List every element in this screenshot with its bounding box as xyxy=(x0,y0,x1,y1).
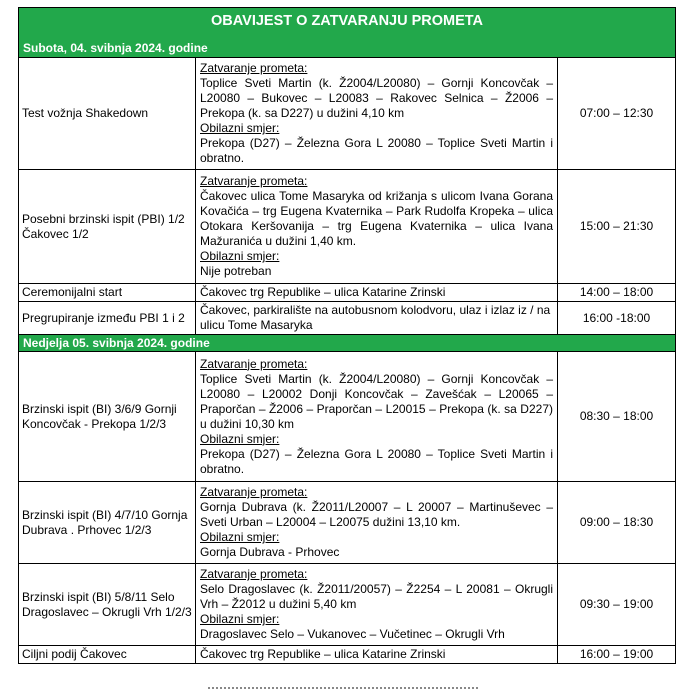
closure-route: Čakovec ulica Tome Masaryka od križanja s ulicom Ivana Gorana Kovačića – trg Eugena Kvaternika – Park Rudolfa Kropeka – ulica Otokara Keršovanija – trg Eugena Kvaternika – ulica Ivana Mažuranića u dužini 1,40 km. xyxy=(200,189,553,248)
event-name: Brzinski ispit (BI) 5/8/11 Selo Dragoslavec – Okrugli Vrh 1/2/3 xyxy=(19,564,196,646)
closure-route: Selo Dragoslavec (k. Ž2011/20057) – Ž2254 – L 20081 – Okrugli Vrh – Ž2012 u dužini 5,40 km xyxy=(200,582,553,611)
closure-route: Toplice Sveti Martin (k. Ž2004/L20080) – Gornji Koncovčak – L20080 – Bukovec – L20083 – Rakovec Selnica – Ž2006 – Prekopa (k. sa D227) u dužini 4,10 km xyxy=(200,76,553,120)
route-description xyxy=(196,302,558,335)
closure-route: Toplice Sveti Martin (k. Ž2004/L20080) – Gornji Koncovčak – L20080 – L20002 Donji Koncovčak – Zavešćak – L20065 – Praporčan – Ž2006 – Praporčan – L20015 – Prekopa (k. sa D227) u dužini 10,30 km xyxy=(200,371,553,431)
route-description xyxy=(196,284,558,302)
time-range: 15:00 – 21:30 xyxy=(558,170,676,284)
closure-label: Zatvaranje prometa: xyxy=(200,485,308,499)
table-row xyxy=(19,58,676,170)
route-description xyxy=(196,482,558,564)
closure-route: Gornja Dubrava (k. Ž2011/L20007 – L 20007 – Martinuševec – Sveti Urban – L20004 – L20075 dužini 13,10 km. xyxy=(200,500,553,529)
table-row xyxy=(19,482,676,564)
closure-label: Zatvaranje prometa: xyxy=(200,567,308,581)
time-range: 07:00 – 12:30 xyxy=(558,58,676,170)
table-row xyxy=(19,352,676,482)
event-name: Posebni brzinski ispit (PBI) 1/2 Čakovec 1/2 xyxy=(19,170,196,284)
route-text: Čakovec trg Republike – ulica Katarine Zrinski xyxy=(200,285,446,299)
dotted-separator xyxy=(208,687,478,689)
detour-route: Gornja Dubrava - Prhovec xyxy=(200,545,340,559)
detour-route: Prekopa (D27) – Železna Gora L 20080 – Toplice Sveti Martin i obratno. xyxy=(200,136,553,165)
time-range: 09:00 – 18:30 xyxy=(558,482,676,564)
closure-label: Zatvaranje prometa: xyxy=(200,356,308,371)
route-description xyxy=(196,58,558,170)
table-row xyxy=(19,170,676,284)
route-description xyxy=(196,564,558,646)
detour-route: Dragoslavec Selo – Vukanovec – Vučetinec – Okrugli Vrh xyxy=(200,627,505,641)
closure-label: Zatvaranje prometa: xyxy=(200,61,308,75)
traffic-closure-table xyxy=(18,7,676,664)
event-name: Ciljni podij Čakovec xyxy=(19,646,196,664)
event-name: Ceremonijalni start xyxy=(19,284,196,302)
table-row xyxy=(19,284,676,302)
table-row xyxy=(19,646,676,664)
time-range: 08:30 – 18:00 xyxy=(558,352,676,482)
table-row xyxy=(19,564,676,646)
event-name: Brzinski ispit (BI) 4/7/10 Gornja Dubrava . Prhovec 1/2/3 xyxy=(19,482,196,564)
day-header-saturday: Subota, 04. svibnja 2024. godine xyxy=(19,34,676,58)
time-range: 16:00 – 19:00 xyxy=(558,646,676,664)
closure-label: Zatvaranje prometa: xyxy=(200,174,308,188)
detour-label: Obilazni smjer: xyxy=(200,431,280,446)
route-text: Čakovec, parkiralište na autobusnom kolodvoru, ulaz i izlaz iz / na ulicu Tome Masaryka xyxy=(200,303,551,332)
detour-label: Obilazni smjer: xyxy=(200,530,280,544)
detour-route: Prekopa (D27) – Železna Gora L 20080 – Toplice Sveti Martin i obratno. xyxy=(200,446,553,476)
event-name: Test vožnja Shakedown xyxy=(19,58,196,170)
route-text: Čakovec trg Republike – ulica Katarine Zrinski xyxy=(200,647,446,661)
day-header-sunday: Nedjelja 05. svibnja 2024. godine xyxy=(19,335,676,352)
event-name: Pregrupiranje između PBI 1 i 2 xyxy=(19,302,196,335)
time-range: 09:30 – 19:00 xyxy=(558,564,676,646)
route-description xyxy=(196,646,558,664)
route-description xyxy=(196,352,558,482)
detour-route: Nije potreban xyxy=(200,264,272,278)
detour-label: Obilazni smjer: xyxy=(200,121,280,135)
document-title: OBAVIJEST O ZATVARANJU PROMETA xyxy=(19,8,676,35)
detour-label: Obilazni smjer: xyxy=(200,249,280,263)
detour-label: Obilazni smjer: xyxy=(200,612,280,626)
time-range: 14:00 – 18:00 xyxy=(558,284,676,302)
event-name: Brzinski ispit (BI) 3/6/9 Gornji Koncovčak - Prekopa 1/2/3 xyxy=(19,352,196,482)
route-description xyxy=(196,170,558,284)
table-row xyxy=(19,302,676,335)
time-range: 16:00 -18:00 xyxy=(558,302,676,335)
